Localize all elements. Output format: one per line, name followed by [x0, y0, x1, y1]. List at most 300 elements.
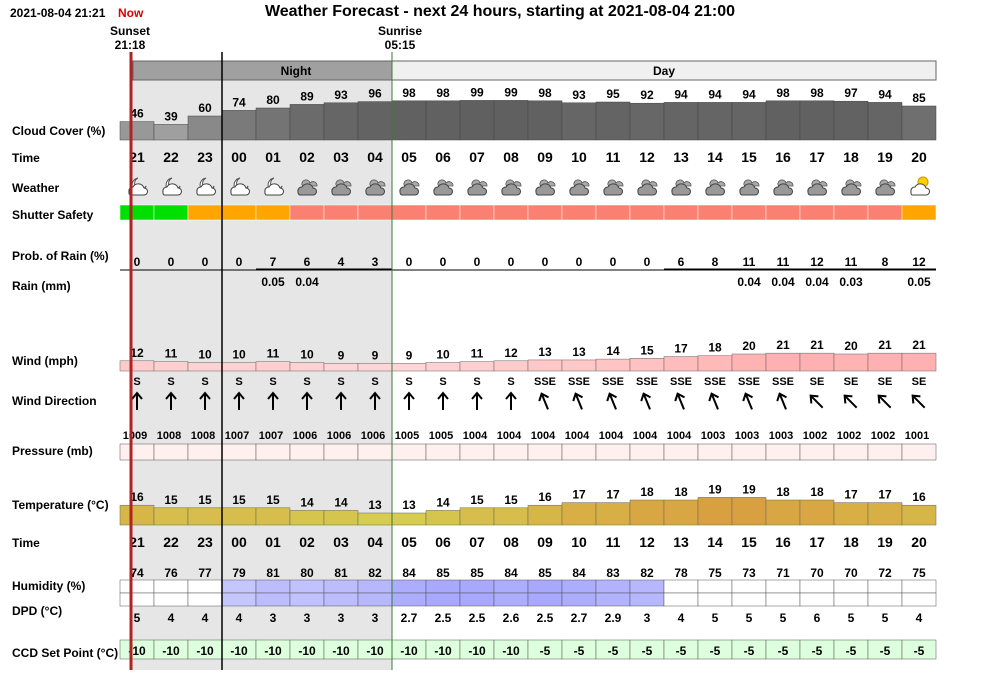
shutter-cell — [222, 205, 256, 220]
row-label-shutter-safety: Shutter Safety — [12, 208, 94, 222]
time-label: 17 — [809, 149, 825, 165]
cloud-bar — [358, 102, 392, 140]
temperature-value: 13 — [368, 498, 382, 512]
cloudy-icon — [808, 180, 827, 195]
humidity-cell — [562, 593, 596, 606]
temperature-value: 19 — [708, 482, 722, 497]
time-label-bottom: 17 — [809, 534, 825, 550]
time-label-bottom: 16 — [775, 534, 791, 550]
dpd-value: 2.5 — [434, 611, 452, 625]
wind-bar — [868, 353, 902, 371]
time-label-bottom: 04 — [367, 534, 383, 550]
row-label-time: Time — [12, 151, 40, 165]
cloudy-icon — [468, 180, 487, 195]
day-band-label: Day — [652, 64, 676, 78]
humidity-cell — [324, 593, 358, 606]
shutter-cell — [154, 205, 188, 220]
time-label-bottom: 21 — [129, 534, 145, 550]
temperature-bar — [596, 503, 630, 525]
temperature-bar — [256, 508, 290, 525]
cloudy-icon — [672, 180, 691, 195]
humidity-cell — [392, 580, 426, 593]
dpd-value: 2.7 — [570, 611, 588, 625]
humidity-cell — [460, 580, 494, 593]
time-label: 20 — [911, 149, 927, 165]
temperature-value: 17 — [572, 487, 586, 502]
time-label-bottom: 13 — [673, 534, 689, 550]
cloud-bar — [494, 100, 528, 140]
humidity-value: 84 — [572, 566, 586, 580]
humidity-value: 79 — [232, 566, 246, 580]
time-label: 12 — [639, 149, 655, 165]
wind-arrow-icon — [472, 393, 482, 410]
humidity-value: 80 — [300, 566, 314, 580]
wind-direction-label: S — [133, 376, 141, 388]
shutter-cell — [528, 205, 562, 220]
wind-bar — [664, 357, 698, 371]
shutter-cell — [120, 205, 154, 220]
wind-value: 9 — [405, 348, 413, 363]
ccd-value: -5 — [743, 644, 755, 658]
wind-bar — [290, 363, 324, 372]
temperature-bar — [732, 497, 766, 525]
dpd-value: 5 — [133, 611, 141, 625]
humidity-value: 84 — [402, 566, 416, 580]
ccd-value: -10 — [502, 644, 520, 658]
ccd-value: -5 — [845, 644, 857, 658]
time-label: 00 — [231, 149, 247, 165]
prob-rain-value: 11 — [742, 255, 756, 269]
humidity-value: 82 — [368, 566, 382, 580]
humidity-value: 84 — [504, 566, 518, 580]
cloud-bar — [188, 116, 222, 140]
wind-value: 13 — [572, 344, 586, 359]
pressure-cell — [698, 444, 732, 460]
time-label: 13 — [673, 149, 689, 165]
wind-bar — [222, 363, 256, 372]
dpd-value: 3 — [371, 611, 379, 625]
wind-direction-label: SSE — [601, 376, 625, 388]
temperature-bar — [154, 508, 188, 525]
cloud-value: 94 — [708, 87, 722, 102]
shutter-cell — [392, 205, 426, 220]
cloud-bar — [460, 100, 494, 140]
humidity-cell — [528, 593, 562, 606]
time-label-bottom: 23 — [197, 534, 213, 550]
wind-bar — [596, 359, 630, 371]
time-label: 09 — [537, 149, 553, 165]
wind-bar — [766, 353, 800, 371]
ccd-value: -5 — [811, 644, 823, 658]
humidity-cell — [222, 580, 256, 593]
temperature-bar — [528, 505, 562, 525]
humidity-cell — [562, 580, 596, 593]
humidity-cell — [494, 580, 528, 593]
prob-rain-value: 0 — [541, 255, 549, 269]
cloudy-icon — [536, 180, 555, 195]
wind-value: 21 — [810, 338, 824, 353]
wind-direction-label: S — [303, 376, 311, 388]
wind-direction-label: SE — [809, 376, 825, 388]
wind-value: 10 — [436, 347, 450, 362]
humidity-cell — [392, 593, 426, 606]
ccd-value: -10 — [162, 644, 180, 658]
sunset-label: Sunset — [109, 24, 150, 38]
cloud-bar — [834, 101, 868, 140]
wind-bar — [732, 354, 766, 371]
humidity-value: 75 — [708, 566, 722, 580]
dpd-value: 2.7 — [400, 611, 418, 625]
cloud-bar — [562, 103, 596, 140]
cloud-bar — [290, 104, 324, 140]
ccd-value: -10 — [264, 644, 282, 658]
humidity-value: 85 — [436, 566, 450, 580]
cloud-value: 74 — [232, 95, 246, 110]
rain-value: 0.04 — [805, 275, 829, 289]
row-label-pressure: Pressure (mb) — [12, 444, 93, 458]
humidity-cell — [868, 593, 902, 606]
humidity-cell — [732, 593, 766, 606]
shutter-cell — [834, 205, 868, 220]
wind-direction-label: SSE — [635, 376, 659, 388]
humidity-cell — [188, 593, 222, 606]
prob-rain-value: 0 — [507, 255, 515, 269]
prob-rain-value: 3 — [371, 255, 379, 269]
humidity-value: 70 — [810, 566, 824, 580]
temperature-value: 15 — [266, 492, 280, 507]
wind-direction-label: S — [269, 376, 277, 388]
time-label: 10 — [571, 149, 587, 165]
dpd-value: 2.6 — [502, 611, 520, 625]
time-label: 04 — [367, 149, 383, 165]
temperature-bar — [460, 508, 494, 525]
wind-bar — [358, 363, 392, 371]
temperature-bar — [188, 508, 222, 525]
temperature-bar — [290, 510, 324, 525]
cloud-value: 97 — [844, 86, 858, 101]
cloud-value: 60 — [198, 101, 212, 115]
row-label-weather: Weather — [12, 181, 60, 195]
pressure-value: 1004 — [598, 430, 624, 442]
wind-value: 15 — [640, 343, 654, 358]
prob-rain-value: 0 — [609, 255, 617, 269]
cloud-value: 93 — [572, 87, 586, 102]
humidity-value: 81 — [266, 566, 280, 580]
night-band-label: Night — [280, 64, 312, 78]
prob-rain-value: 0 — [575, 255, 583, 269]
wind-value: 12 — [130, 345, 144, 360]
pressure-value: 1007 — [258, 430, 284, 442]
pressure-value: 1009 — [122, 430, 148, 442]
wind-value: 12 — [504, 345, 518, 360]
ccd-value: -10 — [366, 644, 384, 658]
humidity-cell — [222, 593, 256, 606]
cloud-value: 92 — [640, 88, 654, 103]
humidity-cell — [358, 593, 392, 606]
pressure-cell — [902, 444, 936, 460]
pressure-value: 1006 — [360, 430, 386, 442]
time-label-bottom: 00 — [231, 534, 247, 550]
ccd-value: -10 — [400, 644, 418, 658]
dpd-value: 2.9 — [604, 611, 622, 625]
temperature-value: 14 — [300, 495, 314, 510]
temperature-bar — [324, 510, 358, 525]
cloud-value: 96 — [368, 86, 382, 101]
pressure-cell — [732, 444, 766, 460]
wind-value: 13 — [538, 344, 552, 359]
dpd-value: 5 — [711, 611, 719, 625]
temperature-value: 17 — [844, 487, 858, 502]
pressure-value: 1002 — [802, 430, 828, 442]
cloudy-icon — [434, 180, 453, 195]
wind-direction-label: SSE — [567, 376, 591, 388]
pressure-value: 1002 — [836, 430, 862, 442]
temperature-bar — [868, 503, 902, 525]
wind-direction-label: SSE — [737, 376, 761, 388]
cloud-value: 39 — [164, 109, 178, 124]
cloud-value: 46 — [130, 106, 144, 121]
humidity-value: 70 — [844, 566, 858, 580]
humidity-cell — [664, 580, 698, 593]
dpd-value: 5 — [881, 611, 889, 625]
wind-arrow-icon — [673, 392, 689, 412]
prob-rain-value: 0 — [439, 255, 447, 269]
cloud-bar — [800, 101, 834, 140]
humidity-cell — [426, 580, 460, 593]
rain-value: 0.04 — [295, 275, 319, 289]
time-label-bottom: 07 — [469, 534, 485, 550]
humidity-cell — [358, 580, 392, 593]
shutter-cell — [868, 205, 902, 220]
dpd-value: 2.5 — [536, 611, 554, 625]
time-label: 15 — [741, 149, 757, 165]
humidity-cell — [324, 580, 358, 593]
shutter-cell — [358, 205, 392, 220]
arrow-shaft — [811, 396, 822, 407]
temperature-value: 18 — [810, 485, 824, 499]
time-label-bottom: 05 — [401, 534, 417, 550]
wind-bar — [562, 360, 596, 371]
shutter-cell — [630, 205, 664, 220]
row-label-temperature: Temperature (°C) — [12, 498, 109, 512]
time-label-bottom: 14 — [707, 534, 723, 550]
wind-direction-label: SE — [911, 376, 927, 388]
humidity-cell — [630, 580, 664, 593]
dpd-value: 4 — [915, 611, 923, 625]
wind-direction-label: S — [337, 376, 345, 388]
pressure-value: 1003 — [768, 430, 794, 442]
humidity-cell — [256, 593, 290, 606]
humidity-cell — [596, 593, 630, 606]
pressure-value: 1004 — [564, 430, 590, 442]
row-label-ccd: CCD Set Point (°C) — [12, 646, 119, 660]
wind-direction-label: S — [507, 376, 515, 388]
prob-rain-value: 0 — [643, 255, 651, 269]
temperature-value: 19 — [742, 482, 756, 497]
cloud-value: 85 — [912, 91, 926, 105]
sunrise-time: 05:15 — [384, 38, 416, 52]
cloudy-icon — [502, 180, 521, 195]
humidity-value: 74 — [130, 566, 144, 580]
temperature-value: 14 — [436, 495, 450, 510]
cloud-bar — [732, 102, 766, 140]
pressure-cell — [188, 444, 222, 460]
humidity-cell — [528, 580, 562, 593]
wind-bar — [460, 362, 494, 371]
prob-rain-value: 7 — [269, 255, 277, 269]
ccd-value: -5 — [675, 644, 687, 658]
wind-value: 10 — [232, 347, 246, 362]
cloud-bar — [766, 101, 800, 140]
cloud-value: 89 — [300, 89, 314, 104]
wind-arrow-icon — [775, 392, 791, 412]
time-label-bottom: 03 — [333, 534, 349, 550]
ccd-value: -10 — [468, 644, 486, 658]
humidity-cell — [800, 580, 834, 593]
pressure-cell — [664, 444, 698, 460]
wind-arrow-icon — [807, 392, 826, 411]
time-label: 01 — [265, 149, 281, 165]
pressure-value: 1007 — [224, 430, 250, 442]
wind-value: 11 — [266, 346, 280, 361]
dpd-value: 3 — [303, 611, 311, 625]
wind-arrow-icon — [404, 393, 414, 410]
pressure-cell — [290, 444, 324, 460]
pressure-value: 1004 — [462, 430, 488, 442]
cloudy-icon — [570, 180, 589, 195]
humidity-value: 72 — [878, 566, 892, 580]
temperature-bar — [834, 503, 868, 525]
prob-rain-value: 0 — [473, 255, 481, 269]
cloudy-icon — [876, 180, 895, 195]
temperature-bar — [426, 510, 460, 525]
wind-direction-label: S — [371, 376, 379, 388]
prob-rain-value: 6 — [677, 255, 685, 269]
ccd-value: -5 — [879, 644, 891, 658]
wind-arrow-icon — [707, 392, 723, 412]
temperature-bar — [630, 500, 664, 525]
cloud-value: 94 — [674, 87, 688, 102]
humidity-cell — [494, 593, 528, 606]
wind-direction-label: SE — [843, 376, 859, 388]
wind-bar — [154, 362, 188, 371]
row-label-dpd: DPD (°C) — [12, 604, 63, 618]
row-label-prob-rain: Prob. of Rain (%) — [12, 249, 109, 263]
temperature-bar — [664, 500, 698, 525]
cloud-value: 95 — [606, 87, 620, 101]
prob-rain-value: 8 — [881, 255, 889, 269]
humidity-value: 83 — [606, 566, 620, 580]
cloud-value: 94 — [878, 87, 892, 102]
wind-bar — [256, 362, 290, 371]
temperature-value: 14 — [334, 495, 348, 510]
time-label-bottom: 22 — [163, 534, 179, 550]
pressure-cell — [834, 444, 868, 460]
pressure-cell — [392, 444, 426, 460]
humidity-value: 76 — [164, 566, 178, 580]
temperature-bar — [698, 497, 732, 525]
wind-arrow-icon — [506, 393, 516, 410]
humidity-cell — [902, 580, 936, 593]
wind-direction-label: S — [167, 376, 175, 388]
wind-value: 18 — [708, 340, 722, 355]
cloud-bar — [630, 103, 664, 140]
humidity-cell — [290, 580, 324, 593]
sunrise-label: Sunrise — [377, 24, 422, 38]
humidity-cell — [630, 593, 664, 606]
wind-value: 21 — [878, 338, 892, 353]
wind-value: 21 — [912, 338, 926, 353]
cloudy-icon — [740, 180, 759, 195]
pressure-cell — [358, 444, 392, 460]
row-label-cloud-cover: Cloud Cover (%) — [12, 124, 106, 138]
humidity-cell — [732, 580, 766, 593]
wind-bar — [426, 363, 460, 372]
sunset-time: 21:18 — [114, 38, 146, 52]
pressure-value: 1008 — [190, 430, 216, 442]
cloud-bar — [698, 102, 732, 140]
humidity-cell — [596, 580, 630, 593]
wind-bar — [630, 358, 664, 371]
cloud-bar — [664, 102, 698, 140]
humidity-value: 85 — [538, 566, 552, 580]
shutter-cell — [732, 205, 766, 220]
pressure-value: 1004 — [496, 430, 522, 442]
shutter-cell — [494, 205, 528, 220]
dpd-value: 3 — [643, 611, 651, 625]
wind-arrow-icon — [909, 392, 928, 411]
pressure-cell — [120, 444, 154, 460]
pressure-cell — [528, 444, 562, 460]
ccd-value: -10 — [128, 644, 146, 658]
cloud-value: 99 — [504, 85, 518, 100]
prob-rain-value: 11 — [844, 255, 858, 269]
now-label: Now — [118, 6, 144, 20]
temperature-value: 17 — [606, 487, 620, 502]
humidity-value: 71 — [776, 566, 790, 580]
pressure-value: 1003 — [734, 430, 760, 442]
time-label-bottom: 10 — [571, 534, 587, 550]
wind-arrow-icon — [639, 392, 655, 412]
humidity-cell — [834, 580, 868, 593]
dpd-value: 2.5 — [468, 611, 486, 625]
arrow-shaft — [845, 396, 856, 407]
cloud-value: 99 — [470, 85, 484, 100]
dpd-value: 4 — [235, 611, 243, 625]
wind-value: 14 — [606, 344, 620, 359]
humidity-cell — [868, 580, 902, 593]
time-label-bottom: 01 — [265, 534, 281, 550]
temperature-value: 16 — [912, 490, 926, 505]
time-label-bottom: 02 — [299, 534, 315, 550]
partly-cloudy-day-icon — [911, 177, 930, 195]
time-label-bottom: 12 — [639, 534, 655, 550]
row-label-time-bottom: Time — [12, 536, 40, 550]
time-label-bottom: 20 — [911, 534, 927, 550]
shutter-cell — [902, 205, 936, 220]
shutter-cell — [562, 205, 596, 220]
wind-arrow-icon — [537, 392, 553, 412]
prob-rain-value: 0 — [133, 255, 141, 269]
row-label-wind-direction: Wind Direction — [12, 394, 97, 408]
pressure-value: 1004 — [632, 430, 658, 442]
prob-rain-value: 0 — [235, 255, 243, 269]
cloud-bar — [392, 101, 426, 140]
temperature-bar — [358, 513, 392, 525]
humidity-value: 75 — [912, 566, 926, 580]
humidity-cell — [664, 593, 698, 606]
wind-direction-label: SSE — [669, 376, 693, 388]
